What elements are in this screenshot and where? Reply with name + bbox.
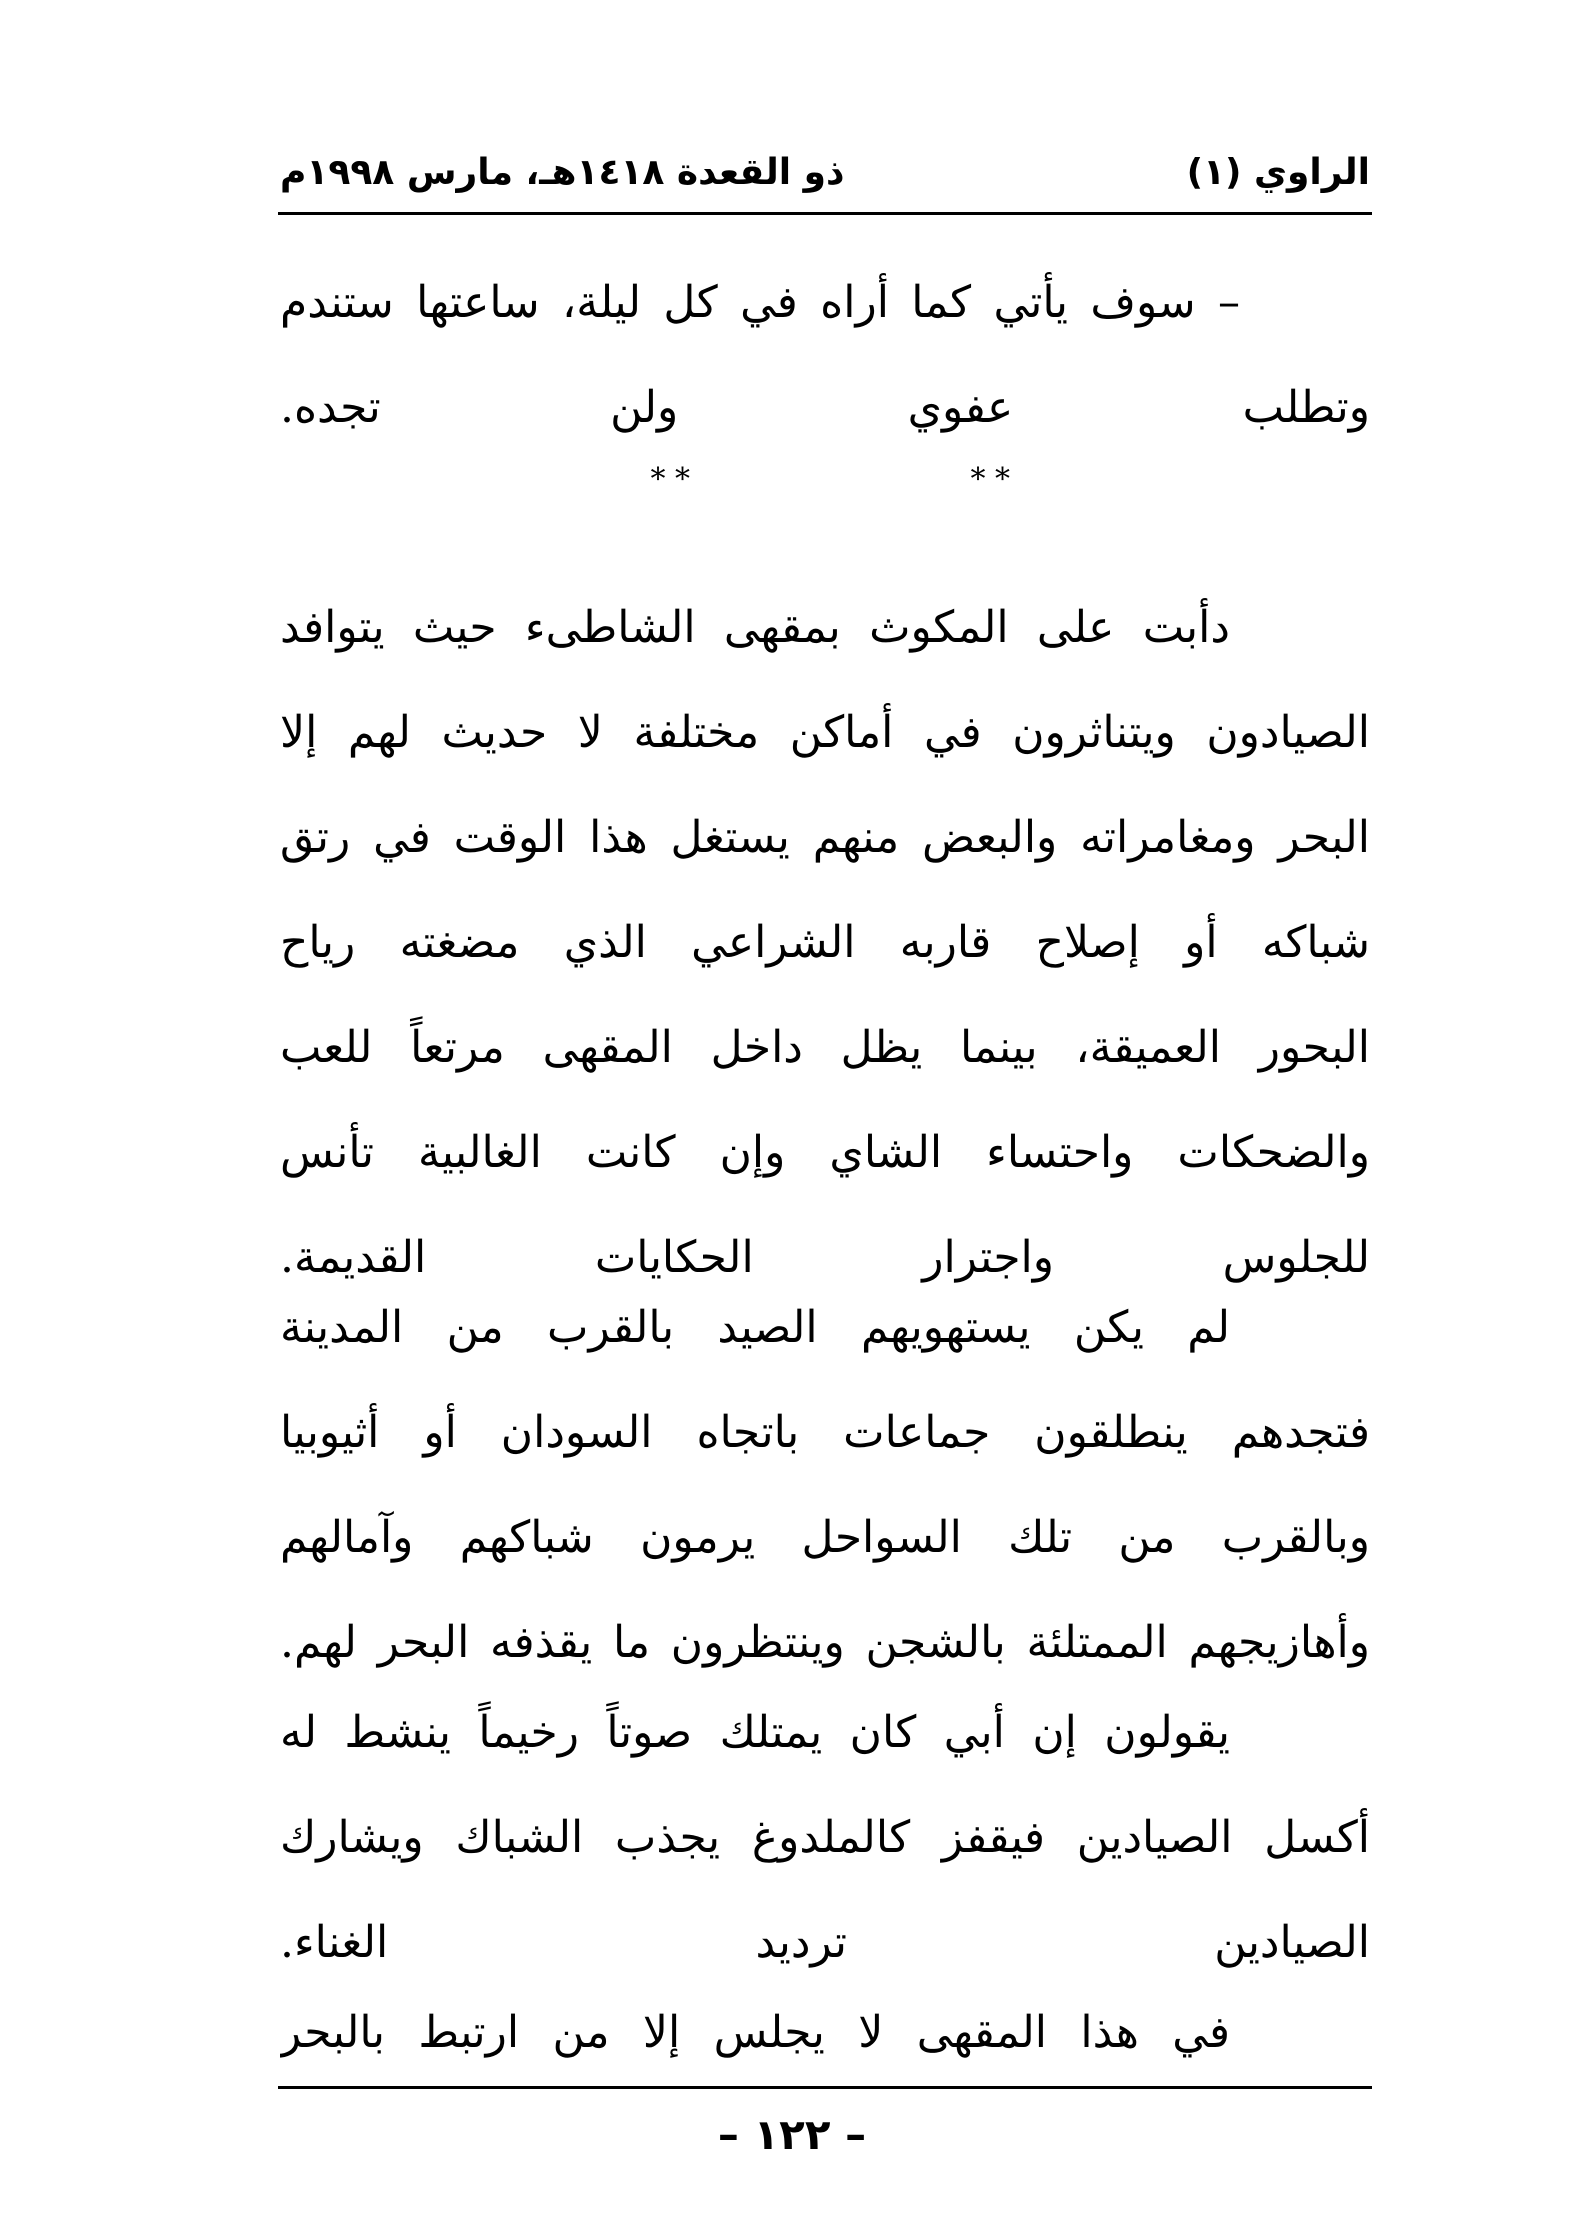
paragraph-line: دأبت على المكوث بمقهى الشاطىء حيث يتوافد [280,602,1230,653]
dialogue-line: وتطلب عفوي ولن تجده. [280,382,1370,433]
page-body [280,250,1370,460]
paragraph-line: أكسل الصيادين فيقفز كالملدوغ يجذب الشباك ويشارك [280,1812,1370,1863]
dialogue-block [280,250,1370,460]
paragraph-line: للجلوس واجترار الحكايات القديمة. [280,1232,1370,1283]
paragraph-line: البحر ومغامراته والبعض منهم يستغل هذا الوقت في رتق [280,812,1370,863]
paragraph-line: الصيادون ويتناثرون في أماكن مختلفة لا حديث لهم إلا [280,707,1370,758]
page-number: – ١٢٢ – [717,2110,867,2159]
dialogue-line: – سوف يأتي كما أراه في كل ليلة، ساعتها ستندم [280,277,1240,328]
paragraph-1 [280,575,1370,1310]
paragraph-3 [280,1680,1370,1995]
paragraph-4 [280,1980,1370,2085]
paragraph-line: وبالقرب من تلك السواحل يرمون شباكهم وآمالهم [280,1512,1370,1563]
book-title: الراوي (١) [1186,152,1370,193]
paragraph-line: البحور العميقة، بينما يظل داخل المقهى مرتعاً للعب [280,1022,1370,1073]
paragraph-line: في هذا المقهى لا يجلس إلا من ارتبط بالبحر [280,2007,1230,2058]
paragraph-line: يقولون إن أبي كان يمتلك صوتاً رخيماً ينشط له [280,1707,1230,1758]
header-divider [278,212,1372,215]
separator-stars-right: * * [970,462,1010,497]
paragraph-line: وأهازيجهم الممتلئة بالشجن وينتظرون ما يقذفه البحر لهم. [280,1617,1370,1668]
section-separator [280,462,1370,512]
paragraph-line: لم يكن يستهويهم الصيد بالقرب من المدينة [280,1302,1230,1353]
paragraph-line: فتجدهم ينطلقون جماعات باتجاه السودان أو أثيوبيا [280,1407,1370,1458]
paragraph-line: والضحكات واحتساء الشاي وإن كانت الغالبية تأنس [280,1127,1370,1178]
paragraph-line: شباكه أو إصلاح قاربه الشراعي الذي مضغته رياح [280,917,1370,968]
paragraph-2 [280,1275,1370,1695]
separator-stars-left: * * [650,462,690,497]
running-header [280,148,1370,208]
paragraph-line: الصيادين ترديد الغناء. [280,1917,1370,1968]
footer-divider [278,2086,1372,2089]
issue-date: ذو القعدة ١٤١٨هـ، مارس ١٩٩٨م [280,152,845,193]
